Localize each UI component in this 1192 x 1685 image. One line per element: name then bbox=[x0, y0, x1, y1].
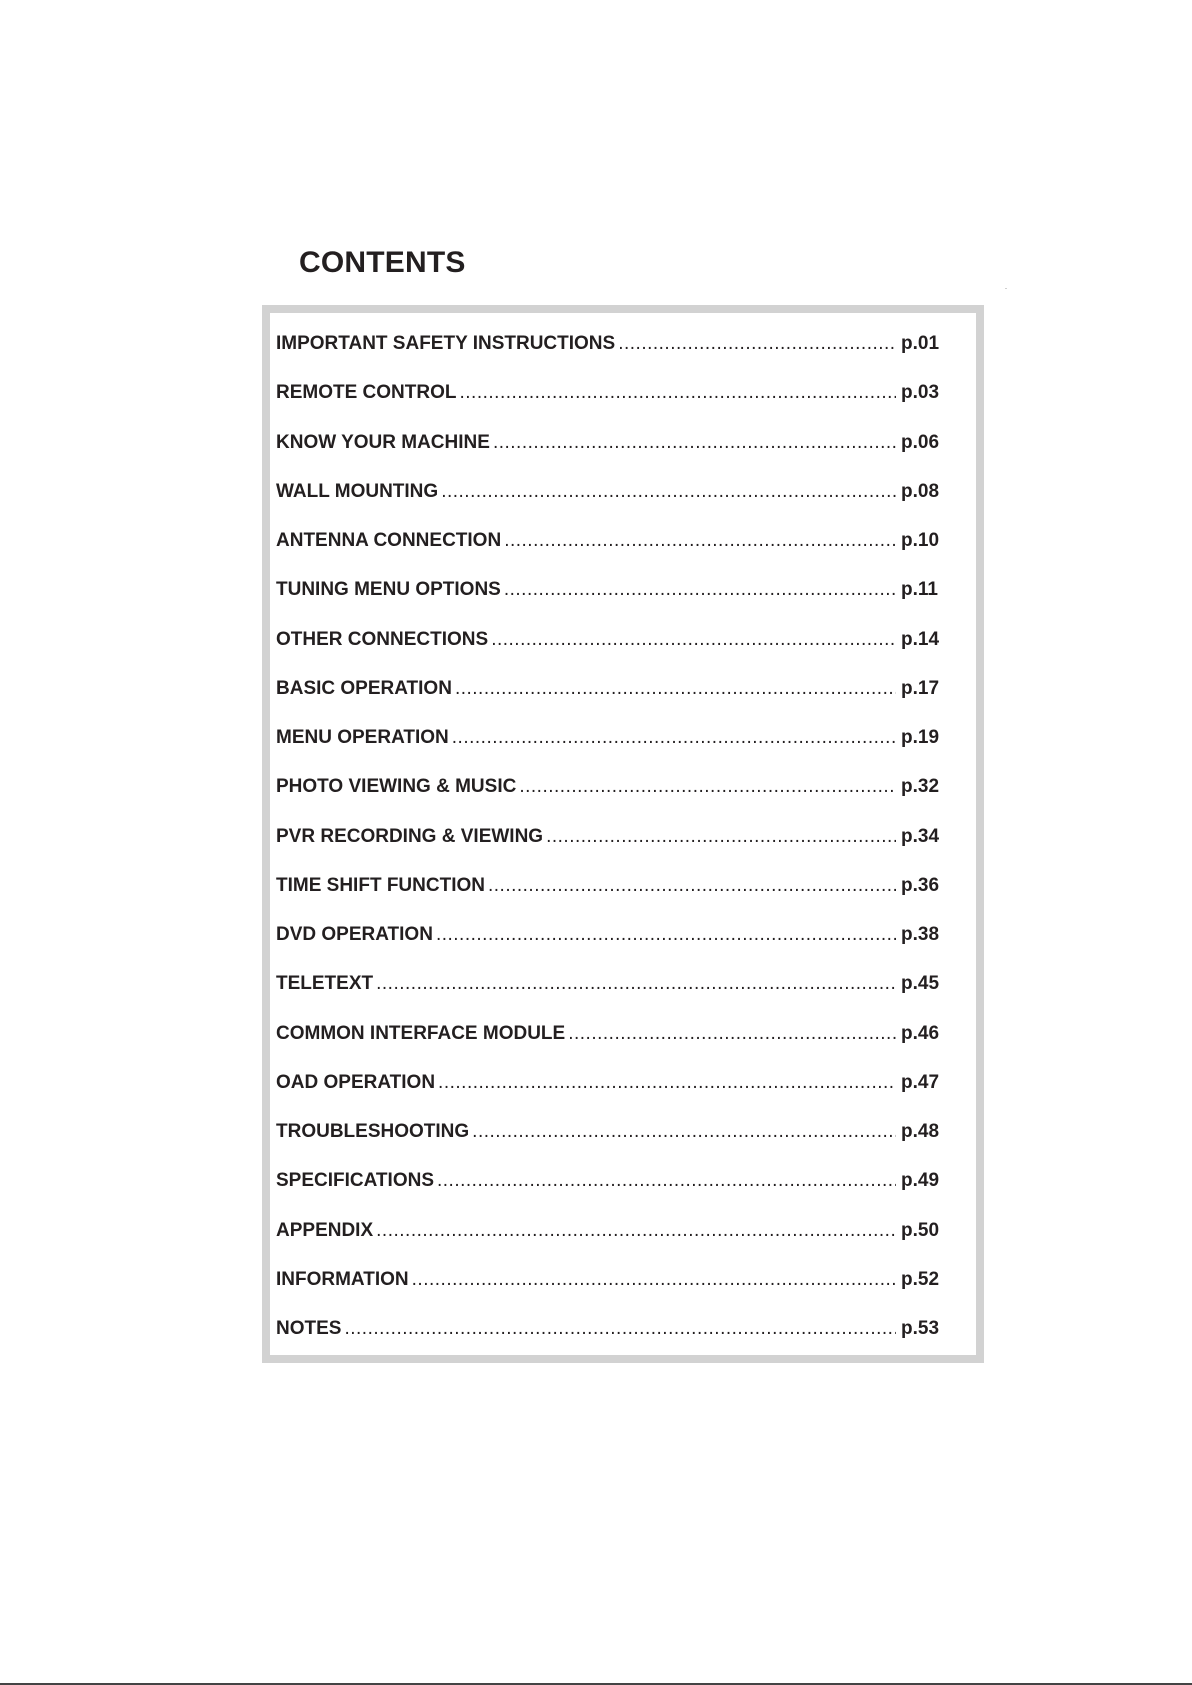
dot-leader bbox=[568, 1020, 896, 1048]
toc-entry-label: TELETEXT bbox=[276, 973, 374, 995]
toc-entry-page: p.06 bbox=[901, 431, 940, 453]
toc-entry-know-your-machine[interactable] bbox=[276, 429, 946, 478]
toc-entry-page: p.45 bbox=[901, 973, 940, 995]
toc-entry-troubleshooting[interactable] bbox=[276, 1118, 946, 1167]
dot-leader bbox=[488, 872, 896, 900]
toc-entry-label: APPENDIX bbox=[276, 1219, 374, 1241]
toc-entry-label: PHOTO VIEWING & MUSIC bbox=[276, 776, 517, 798]
toc-entry-menu-operation[interactable] bbox=[276, 724, 946, 773]
dot-leader bbox=[376, 1217, 896, 1245]
toc-entry-notes[interactable] bbox=[276, 1315, 946, 1364]
toc-entry-common-interface-module[interactable] bbox=[276, 1020, 946, 1069]
dot-leader bbox=[412, 1266, 896, 1294]
toc-entry-page: p.01 bbox=[901, 333, 940, 354]
toc-entry-page: p.17 bbox=[901, 677, 940, 699]
dot-leader bbox=[455, 675, 896, 703]
page-title: CONTENTS bbox=[299, 246, 466, 279]
toc-entry-page: p.52 bbox=[901, 1268, 940, 1290]
toc-entry-label: ANTENNA CONNECTION bbox=[276, 530, 502, 551]
toc-entry-information[interactable] bbox=[276, 1266, 946, 1315]
toc-entry-page: p.38 bbox=[901, 924, 940, 945]
toc-entry-label: REMOTE CONTROL bbox=[276, 382, 457, 404]
toc-entry-label: TROUBLESHOOTING bbox=[276, 1121, 470, 1142]
corner-mark bbox=[1005, 288, 1007, 289]
toc-entry-label: OAD OPERATION bbox=[276, 1071, 436, 1093]
dot-leader bbox=[376, 970, 896, 998]
toc-entry-oad-operation[interactable] bbox=[276, 1069, 946, 1118]
toc-entry-label: BASIC OPERATION bbox=[276, 677, 452, 699]
toc-entry-basic-operation[interactable] bbox=[276, 675, 946, 724]
toc-entry-label: WALL MOUNTING bbox=[276, 480, 439, 502]
toc-entry-photo-viewing-music[interactable] bbox=[276, 773, 946, 822]
dot-leader bbox=[618, 330, 896, 358]
toc-entry-page: p.36 bbox=[901, 874, 940, 896]
toc-entry-tuning-menu-options[interactable] bbox=[276, 576, 946, 625]
dot-leader bbox=[452, 724, 896, 752]
toc-entry-label: COMMON INTERFACE MODULE bbox=[276, 1022, 566, 1044]
dot-leader bbox=[546, 823, 896, 851]
toc-entry-remote-control[interactable] bbox=[276, 379, 946, 428]
contents-list bbox=[276, 330, 946, 1364]
toc-entry-label: DVD OPERATION bbox=[276, 924, 433, 945]
dot-leader bbox=[519, 773, 896, 801]
toc-entry-pvr-recording-viewing[interactable] bbox=[276, 823, 946, 872]
toc-entry-time-shift-function[interactable] bbox=[276, 872, 946, 921]
toc-entry-page: p.11 bbox=[901, 579, 938, 601]
toc-entry-important-safety-instructions[interactable] bbox=[276, 330, 946, 379]
toc-entry-page: p.49 bbox=[901, 1170, 940, 1192]
dot-leader bbox=[472, 1118, 896, 1146]
toc-entry-label: INFORMATION bbox=[276, 1268, 409, 1290]
toc-entry-label: PVR RECORDING & VIEWING bbox=[276, 825, 544, 847]
toc-entry-label: MENU OPERATION bbox=[276, 727, 449, 748]
toc-entry-page: p.47 bbox=[901, 1071, 940, 1093]
toc-entry-dvd-operation[interactable] bbox=[276, 921, 946, 970]
toc-entry-label: TIME SHIFT FUNCTION bbox=[276, 874, 485, 896]
toc-entry-page: p.19 bbox=[901, 727, 940, 748]
dot-leader bbox=[504, 527, 896, 555]
toc-entry-appendix[interactable] bbox=[276, 1217, 946, 1266]
toc-entry-teletext[interactable] bbox=[276, 970, 946, 1019]
toc-entry-page: p.10 bbox=[901, 530, 940, 551]
toc-entry-page: p.08 bbox=[901, 480, 940, 502]
dot-leader bbox=[438, 1069, 896, 1097]
dot-leader bbox=[437, 1167, 896, 1195]
toc-entry-label: TUNING MENU OPTIONS bbox=[276, 579, 501, 601]
toc-entry-wall-mounting[interactable] bbox=[276, 478, 946, 527]
toc-entry-label: SPECIFICATIONS bbox=[276, 1170, 434, 1192]
toc-entry-page: p.48 bbox=[901, 1121, 940, 1142]
toc-entry-page: p.50 bbox=[901, 1219, 940, 1241]
toc-entry-label: NOTES bbox=[276, 1318, 342, 1339]
toc-entry-label: OTHER CONNECTIONS bbox=[276, 628, 489, 650]
toc-entry-specifications[interactable] bbox=[276, 1167, 946, 1216]
toc-entry-label: KNOW YOUR MACHINE bbox=[276, 431, 490, 453]
toc-entry-label: IMPORTANT SAFETY INSTRUCTIONS bbox=[276, 333, 616, 354]
toc-entry-page: p.32 bbox=[901, 776, 940, 798]
toc-entry-antenna-connection[interactable] bbox=[276, 527, 946, 576]
dot-leader bbox=[460, 379, 897, 407]
dot-leader bbox=[436, 921, 896, 949]
dot-leader bbox=[491, 626, 896, 654]
toc-entry-page: p.53 bbox=[901, 1318, 940, 1339]
dot-leader bbox=[344, 1315, 896, 1343]
toc-entry-page: p.34 bbox=[901, 825, 940, 847]
dot-leader bbox=[493, 429, 896, 457]
toc-entry-page: p.46 bbox=[901, 1022, 940, 1044]
dot-leader bbox=[441, 478, 896, 506]
toc-entry-page: p.03 bbox=[901, 382, 940, 404]
toc-entry-other-connections[interactable] bbox=[276, 626, 946, 675]
toc-entry-page: p.14 bbox=[901, 628, 940, 650]
dot-leader bbox=[504, 576, 896, 604]
